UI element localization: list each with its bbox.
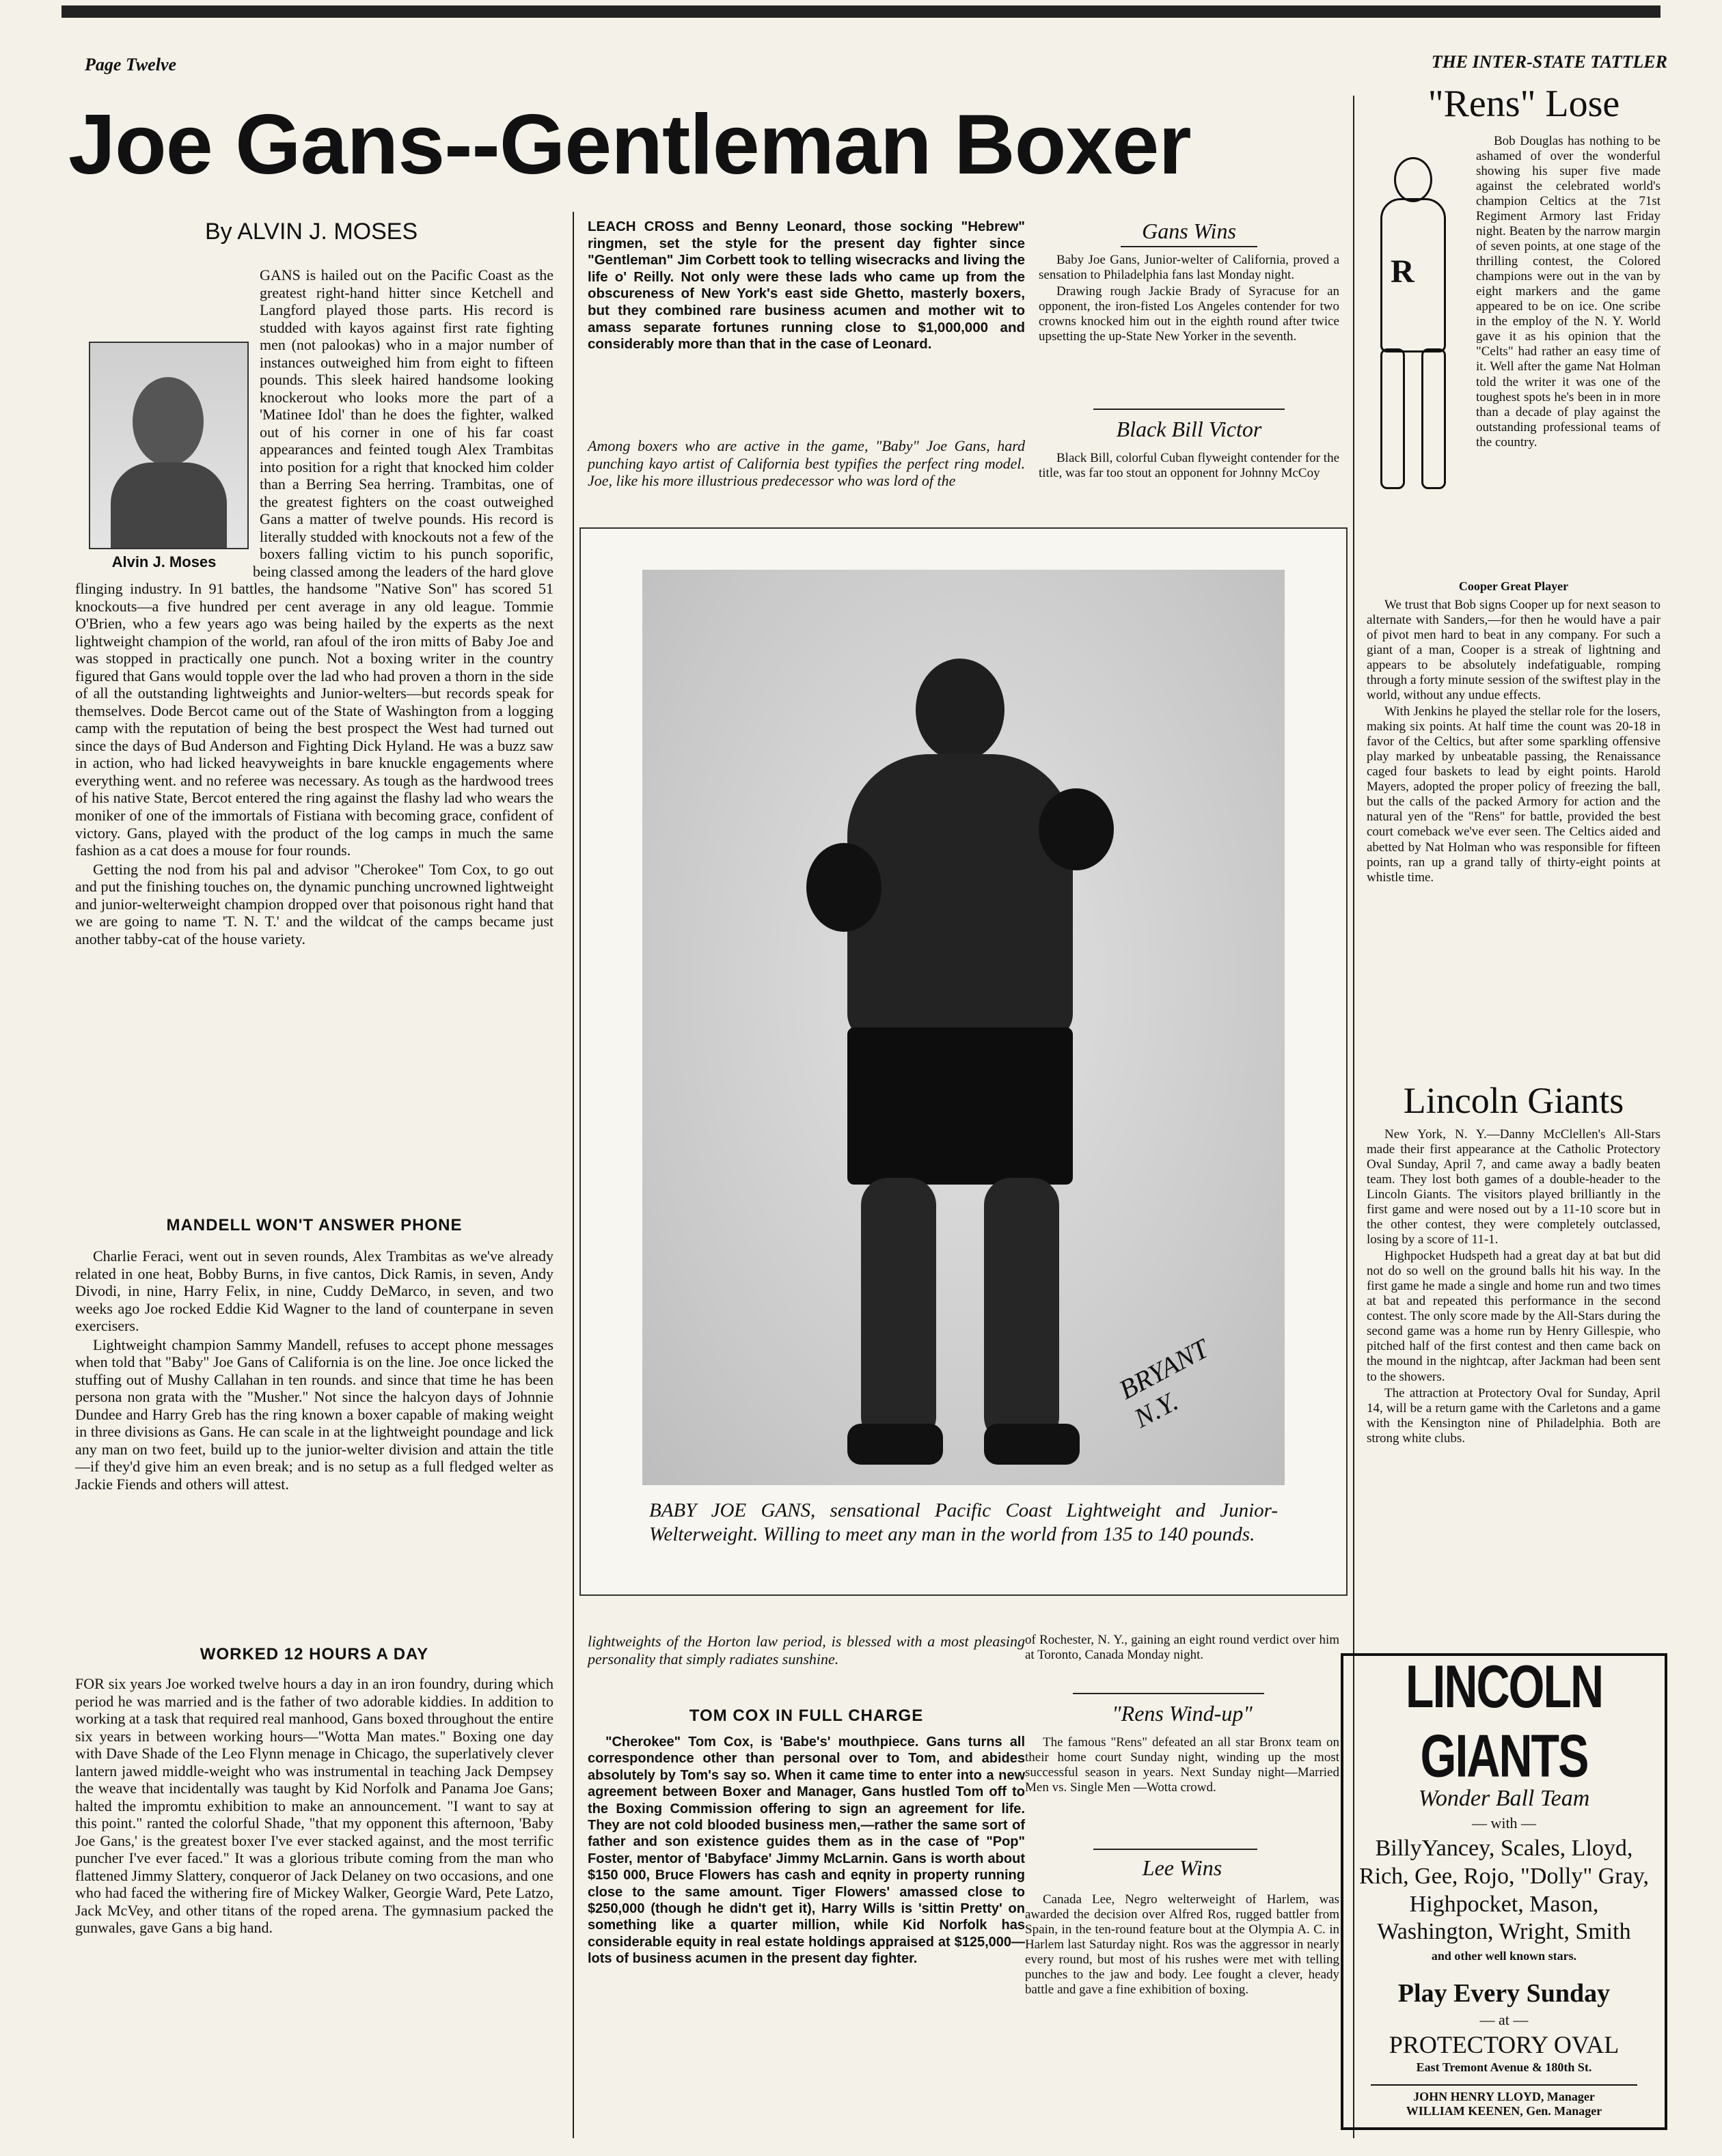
- portrait-shoulders: [111, 462, 227, 548]
- lincoln-giants-ad: [1341, 1653, 1667, 2130]
- ad-play-every-sunday: Play Every Sunday: [1397, 1979, 1611, 2008]
- article-column-1-c: [75, 1675, 554, 1938]
- paragraph: FOR six years Joe worked twelve hours a day in an iron foundry, during which period he was married and is the father of two adorable kiddies. In addition to working at a task that required real manhood, Gans boxed throughout the entire six years in between working hours—"Wotta Man mates." Boxing one day with Dave Shade of the Leo Flynn menage in Chicago, the superlatively clever lantern jawed middle-weight who was instrumental in teaching Jack Dempsey the weave that incidentally was taught by Kid Norfolk and Panama Joe Gans; halted the impromtu exhibition to make an announcement. "I want to say at this point." ranted the colorful Shade, "that my opponent this afternoon, 'Baby Joe Gans,' is the greatest boxer I've ever stacked against, and the most terrific puncher I've ever faced." It was a glorious tribute coming from the man who flattened Jimmy Slattery, conqueror of Jack Delaney on two occasions, and one who had faced the withering fire of Mickey Walker, Georgie Ward, Pete Latzo, Jack McVey, and other titans of the roped arena. The gymnasium packed the gunwales, gave Gans a big hand.: [75, 1675, 554, 1937]
- boxing-glove-right: [1039, 788, 1114, 870]
- player-leg-right: [1421, 348, 1446, 489]
- paragraph: of Rochester, N. Y., gaining an eight round verdict over him at Toronto, Canada Monday night.: [1025, 1633, 1339, 1663]
- lee-wins-text: [1025, 1892, 1339, 1999]
- headline: Joe Gans--Gentleman Boxer: [68, 98, 1191, 192]
- rens-text: [1476, 134, 1660, 452]
- subhead-mandell: MANDELL WON'T ANSWER PHONE: [166, 1216, 463, 1234]
- boxing-glove-left: [806, 843, 882, 932]
- paragraph: Charlie Feraci, went out in seven rounds, Alex Trambitas as we've already related in one heat, Bobby Burns, in five cantos, Dick Ramis, in seven, Andy Divodi, in nine, Harry Felix, in nine, Cuddy DeMarco, in seven, and two weeks ago Joe rocked Eddie Kid Wagner to the land of counterpane in seven exercisers.: [75, 1247, 554, 1335]
- gans-wins-head: Gans Wins: [1142, 219, 1236, 243]
- author-photo: [89, 342, 249, 549]
- column-rule: [573, 212, 574, 2138]
- lincoln-text: [1367, 1127, 1660, 1448]
- subhead-worked: WORKED 12 HOURS A DAY: [200, 1645, 429, 1663]
- boxer-head: [916, 659, 1004, 761]
- feature-photo: [642, 570, 1285, 1485]
- ad-roster: BillyYancey, Scales, Lloyd, Rich, Gee, Rojo, "Dolly" Gray, Highpocket, Mason, Washington, Wright, Smith: [1358, 1836, 1650, 1945]
- gans-wins-text: [1039, 253, 1339, 346]
- basketball-player-drawing: [1360, 150, 1469, 492]
- ad-at: — at —: [1479, 2011, 1529, 2029]
- boxer-shoe-left: [847, 1424, 943, 1465]
- rens-windup-text: [1025, 1735, 1339, 1797]
- paragraph: Highpocket Hudspeth had a great day at bat but did not do so well on the ground balls hit his way. In the first game he made a single and home run and two times at bat and repeated this performance in the second contest. The only score made by the All-Stars during the second game was a home run by Henry Gillespie, who pitched half of the first contest and then came back on the mound in the nightcap, after Jackman had been sent to the showers.: [1367, 1249, 1660, 1384]
- paragraph: GANS is hailed out on the Pacific Coast as the greatest right-hand hitter since Ketchell and Langford played those parts. His record is studded with kayos against first rate fighting men (not palookas) who in a major number of instances outweighed him from eight to fifteen pounds. This sleek haired handsome looking knockerout who looks more the part of a 'Matinee Idol' than he does the fighter, walked out of his corner in one of his far coast appearances and feinted tough Alex Trambitas into position for a right that knocked him colder than a Berring Sea herring. Trambitas, one of the greatest fighters on the coast outweighed Gans a matter of twelve pounds. His record is literally studded with knockouts not a few of the boxers falling victim to his punch soporific, being classed among the leaders of the hard glove flinging industry. In 91 battles, the handsome "Native Son" has scored 51 knockouts—a five hundred per cent average in any old league. Tommie O'Brien, who a few years ago was being hailed by the experts as the next lightweight champion of the world, ran afoul of the iron mitts of Baby Joe and was stopped in practically one punch. Not a boxing writer in the country figured that Gans would topple over the lad who had proven a thorn in the side of all the outstanding lightweights and Junior-welters—but records speak for themselves. Dode Bercot came out of the State of Washington from a logging camp with the reputation of being the best prospect the West had turned out since the days of Bud Anderson and Fighting Dick Hyland. He was a buzz saw in action, who had licked heavyweights in bare knuckle engagements where everything went. and no referee was necessary. As tough as the hardwood trees of his native State, Bercot entered the ring against the flashy lad who wears the moniker of one of the immortals of Fistiana with becoming grace, confident of victory. Gans, played with the product of the log camps in much the same fashion as a cat does a mouse for four rounds.: [75, 266, 554, 859]
- article-column-1-b: [75, 1247, 554, 1494]
- ad-rule: [1371, 2084, 1637, 2086]
- lead-paragraph: LEACH CROSS and Benny Leonard, those socking "Hebrew" ringmen, set the style for the present day fighter since "Gentleman" Jim Corbett took to telling wisecracks and living the life o' Reilly. Not only were these lads who came up from the obscureness of New York's east side Ghetto, masterly boxers, but they combined rare business acumen and mother wit to amass separate fortunes running close to $1,000,000 and considerably more than that in the case of Leonard.: [588, 219, 1025, 353]
- ad-address: East Tremont Avenue & 180th St.: [1416, 2060, 1592, 2075]
- tom-cox-text: [588, 1734, 1025, 1968]
- feature-photo-frame: [579, 527, 1348, 1596]
- paragraph: Black Bill, colorful Cuban flyweight contender for the title, was far too stout an opponent for Johnny McCoy: [1039, 451, 1339, 481]
- black-bill-text: [1039, 451, 1339, 482]
- lee-wins-head: Lee Wins: [1142, 1855, 1222, 1880]
- jersey-letter: R: [1391, 253, 1414, 290]
- rens-head: "Rens" Lose: [1427, 83, 1620, 125]
- rens-windup-head: "Rens Wind-up": [1112, 1701, 1253, 1726]
- head-rule: [1121, 246, 1257, 247]
- ad-manager: JOHN HENRY LLOYD, Manager: [1413, 2090, 1595, 2104]
- boxer-trunks: [847, 1027, 1073, 1185]
- ad-general-manager: WILLIAM KEENEN, Gen. Manager: [1406, 2104, 1602, 2118]
- rens-subhead: Cooper Great Player: [1458, 579, 1569, 593]
- paragraph: Canada Lee, Negro welterweight of Harlem, was awarded the decision over Alfred Ros, rugged battler from Spain, in the ten-round feature bout at the Olympia A. C. in Harlem last Saturday night. Ros was the aggressor in nearly every round, but most of his rushes were met with telling punches to the jaw and body. Lee fought a clever, heady battle and gave a fine exhibition of boxing.: [1025, 1892, 1339, 1998]
- paragraph: We trust that Bob signs Cooper up for next season to alternate with Sanders,—for then he would have a pair of pivot men hard to beat in any company. For such a giant of a man, Cooper is a streak of lightning and appears to be absolutely indefatiguable, romping through a forty minute session of the swiftest play in the world, without any undue effects.: [1367, 598, 1660, 703]
- player-leg-left: [1380, 348, 1405, 489]
- head-rule: [1093, 1849, 1257, 1850]
- subhead-tom-cox: TOM COX IN FULL CHARGE: [689, 1706, 924, 1725]
- ad-title: LINCOLN GIANTS: [1405, 1653, 1603, 1791]
- paragraph: "Cherokee" Tom Cox, is 'Babe's' mouthpiece. Gans turns all correspondence other than personal over to Tom, and abides absolutely by Tom's say so. When it came time to enter into a new agreement between Boxer and Manager, Gans hustled Tom off to the Boxing Commission offering to sign an agreement for life. They are not cold blooded business men,—rather the same sort of father and son existence guides them as in the case of "Pop" Foster, mentor of 'Babyface' Jimmy McLarnin. Gans is worth about $150 000, Bruce Flowers has cash and eqnity in property running close to the same amount. Tiger Flowers' amassed close to $250,000 (though he didn't get it), Harry Wills is 'sittin Pretty' on something like a quarter million, while Kid Norfolk has considerable equity in real estate holdings appraised at $125,000—lots of business acumen in the present day fighter.: [588, 1735, 1025, 1967]
- author-photo-caption: Alvin J. Moses: [111, 553, 217, 570]
- head-rule: [1073, 1693, 1264, 1694]
- photo-signature: BRYANT N.Y.: [1114, 1333, 1214, 1434]
- boxer-shoe-right: [984, 1424, 1080, 1465]
- black-bill-head: Black Bill Victor: [1116, 417, 1262, 441]
- paragraph: The famous "Rens" defeated an all star Bronx team on their home court Sunday night, winding up the most successful season in years. Next Sunday night—Married Men vs. Single Men —Wotta crowd.: [1025, 1735, 1339, 1795]
- paragraph: Getting the nod from his pal and advisor "Cherokee" Tom Cox, to go out and put the finishing touches on, the dynamic punching uncrowned lightweight and junior-welterweight champion dropped over that poisonous right hand that we are going to name 'T. N. T.' and the wildcat of the camps became just another tabby-cat of the house variety.: [75, 860, 554, 948]
- italic-paragraph-cont: lightweights of the Horton law period, is blessed with a most pleasing personality that simply radiates sunshine.: [588, 1633, 1025, 1668]
- photo-caption: BABY JOE GANS, sensational Pacific Coast Lightweight and Junior-Welterweight. Willing to meet any man in the world from 135 to 140 pounds.: [649, 1499, 1278, 1545]
- ad-others: and other well known stars.: [1431, 1949, 1577, 1963]
- ad-with: — with —: [1471, 1814, 1537, 1832]
- boxer-leg-right: [984, 1178, 1059, 1444]
- paragraph: Lightweight champion Sammy Mandell, refuses to accept phone messages when told that "Baby" Joe Gans of California is on the line. Joe once licked the stuffing out of Mushy Callahan in ten rounds. and since that time he has been persona non grata with the "Musher." Not since the halcyon days of Johnnie Dundee and Harry Greb has the ring known a boxer capable of making weight in three divisions as Gans. He can scale in at the lightweight poundage and lick any man on two feet, build up to the junior-welter division and attain the title—if they'd give him an even break; and is no setup as a full fledged welter as Jackie Fiends and others will attest.: [75, 1336, 554, 1493]
- portrait-figure: [133, 377, 204, 466]
- rens-text-2: [1367, 598, 1660, 887]
- byline: By ALVIN J. MOSES: [205, 219, 418, 245]
- paragraph: The attraction at Protectory Oval for Sunday, April 14, will be a return game with the Carletons and a game with the Kensington nine of Philadelphia. Both are strong white clubs.: [1367, 1385, 1660, 1446]
- boxer-torso: [847, 754, 1073, 1041]
- paragraph: Baby Joe Gans, Junior-welter of California, proved a sensation to Philadelphia fans last Monday night.: [1039, 253, 1339, 283]
- boxer-leg-left: [861, 1178, 936, 1444]
- paragraph: New York, N. Y.—Danny McClellen's All-Stars made their first appearance at the Catholic Protectory Oval Sunday, April 7, and came away a badly beaten team. They lost both games of a double-header to the Lincoln Giants. The visitors played brilliantly in the first game and were nosed out by a 11-10 score but in the other contest, they were completely outclassed, losing by a score of 11-1.: [1367, 1127, 1660, 1247]
- page-label: Page Twelve: [85, 55, 177, 74]
- italic-paragraph: Among boxers who are active in the game, "Baby" Joe Gans, hard punching kayo artist of California best typifies the perfect ring model. Joe, like his more illustrious predecessor who was lord of the: [588, 437, 1025, 490]
- ad-venue: PROTECTORY OVAL: [1389, 2031, 1620, 2059]
- paragraph: Bob Douglas has nothing to be ashamed of over the wonderful showing his super five made against the celebrated world's champion Celtics at the 71st Regiment Armory last Friday night. Beaten by the narrow margin of seven points, at one stage of the thrilling contest, the Colored champions were out in the van by eight markers and the game appeared to be on ice. One scribe in the employ of the N. Y. World gave it as his opinion that the "Celts" had rather an easy time of it. Well after the game Nat Holman told the writer it was one of the toughest spots he's been in in more than a decade of play against the outstanding professional teams of the country.: [1476, 134, 1660, 450]
- paragraph: Drawing rough Jackie Brady of Syracuse for an opponent, the iron-fisted Los Angeles contender for two crowns knocked him out in the eighth round after twice upsetting the up-State New Yorker in the seventh.: [1039, 284, 1339, 344]
- head-rule: [1093, 409, 1285, 410]
- paper-name: THE INTER-STATE TATTLER: [1431, 52, 1667, 72]
- article-column-1: [75, 266, 554, 949]
- lincoln-head: Lincoln Giants: [1403, 1080, 1624, 1121]
- player-head: [1394, 157, 1432, 202]
- black-bill-cont: [1025, 1633, 1339, 1664]
- ad-subtitle: Wonder Ball Team: [1418, 1786, 1590, 1811]
- top-border: [62, 5, 1660, 18]
- paragraph: With Jenkins he played the stellar role for the losers, making six points. At half time the count was 20-18 in favor of the Celtics, but after some sparkling offensive play marked by unbeatable passing, the Renaissance caged four baskets to lead by eight points. Harold Mayers, adopted the proper policy of freezing the ball, but the calls of the packed Armory for action and the natural yen of the "Rens" for battle, provided the best court comeback we've ever seen. The Celtics aided and abetted by Nat Holman who was responsible for fifteen points, ran up a grand tally of thirty-eight points at whistle time.: [1367, 704, 1660, 885]
